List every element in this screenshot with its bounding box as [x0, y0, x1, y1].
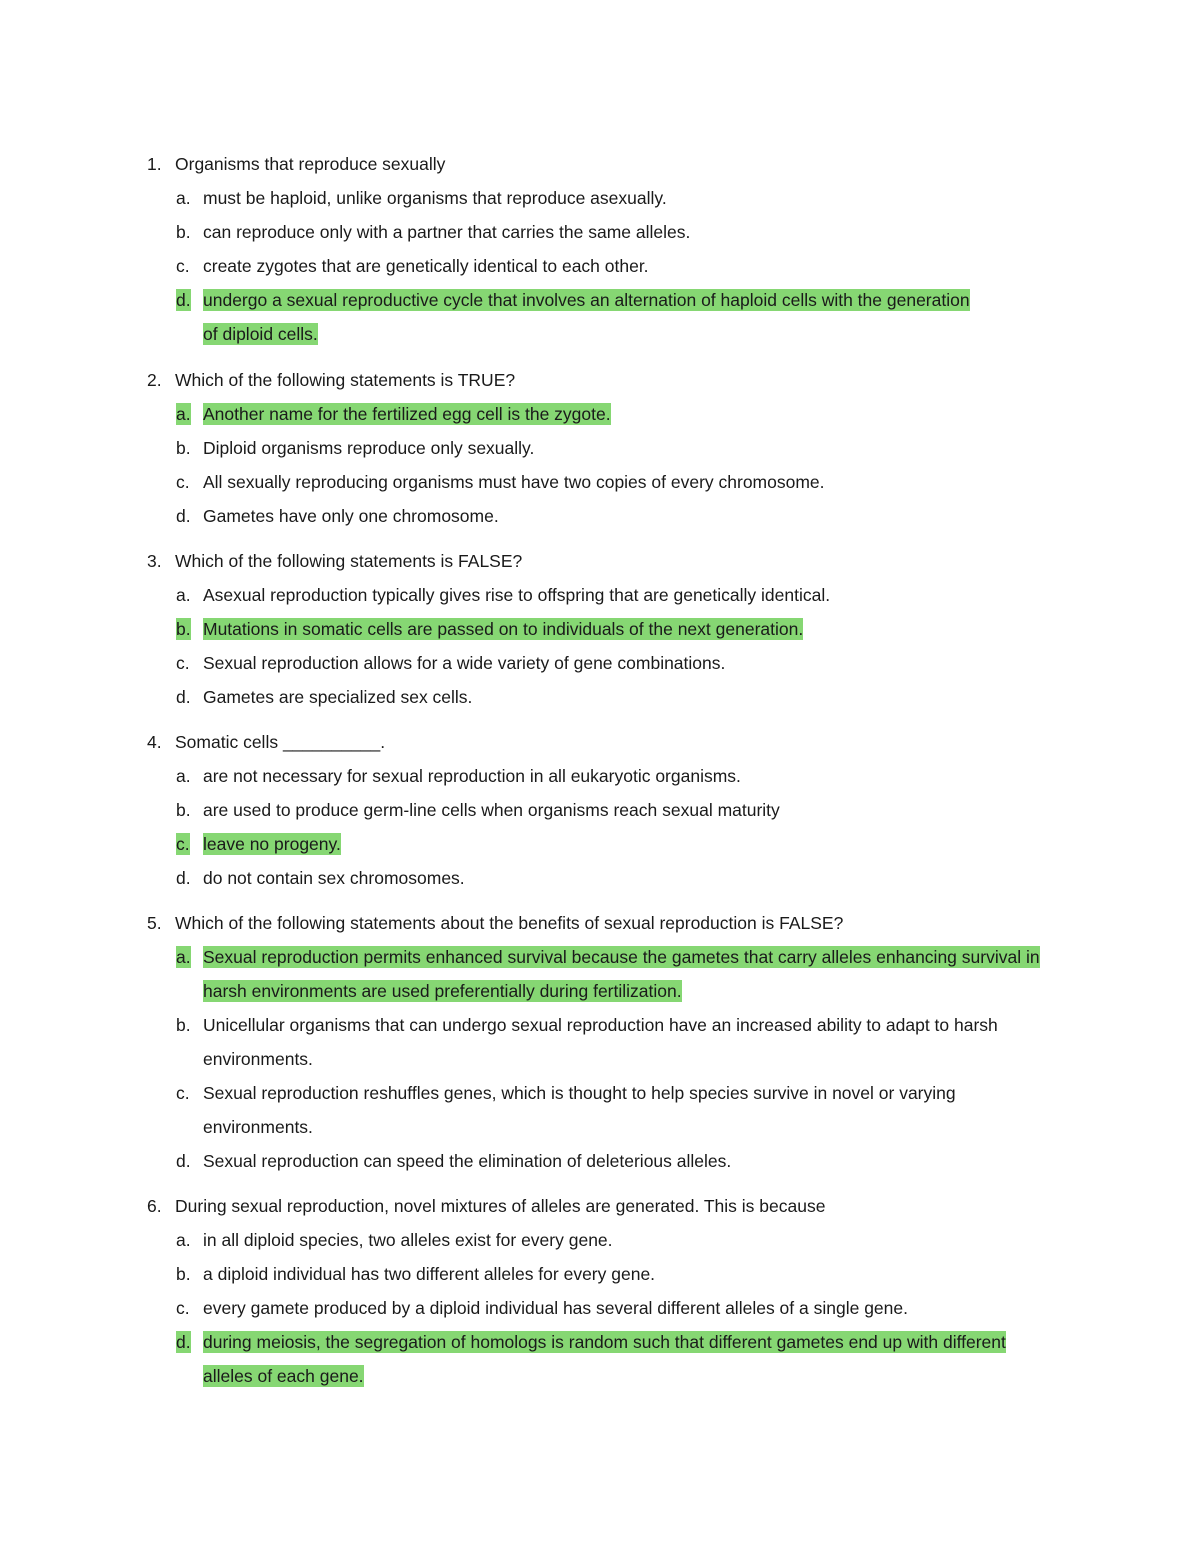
question-number: 2.: [147, 370, 162, 390]
option-letter: d.: [176, 290, 191, 310]
option-letter: a.: [176, 188, 191, 208]
option-letter: b.: [176, 222, 191, 242]
question-2: [147, 363, 1107, 533]
option-text: leave no progeny.: [203, 834, 341, 854]
option-a: [147, 759, 1107, 793]
option-a-highlighted: [147, 940, 1057, 1008]
option-letter: d.: [176, 687, 191, 707]
option-text: Sexual reproduction permits enhanced survival because the gametes that carry alleles enhancing survival in harsh environments are used preferentially during fertilization.: [203, 947, 1040, 1001]
question-number: 4.: [147, 732, 162, 752]
question-text: Organisms that reproduce sexually: [175, 154, 446, 174]
option-text: must be haploid, unlike organisms that reproduce asexually.: [203, 188, 667, 208]
option-text: every gamete produced by a diploid individual has several different alleles of a single gene.: [203, 1298, 908, 1318]
option-d-highlighted: [147, 283, 987, 351]
option-letter: d.: [176, 1332, 191, 1352]
question-3: [147, 544, 1107, 714]
option-text: Mutations in somatic cells are passed on to individuals of the next generation.: [203, 619, 804, 639]
option-text: do not contain sex chromosomes.: [203, 868, 465, 888]
option-letter: b.: [176, 619, 191, 639]
option-b-highlighted: [147, 612, 1107, 646]
option-letter: c.: [176, 834, 190, 854]
question-number: 5.: [147, 913, 162, 933]
option-b: [147, 215, 987, 249]
option-text: are used to produce germ-line cells when organisms reach sexual maturity: [203, 800, 780, 820]
option-c: [147, 465, 1107, 499]
option-letter: d.: [176, 506, 191, 526]
option-text: in all diploid species, two alleles exist for every gene.: [203, 1230, 613, 1250]
option-a: [147, 181, 987, 215]
option-letter: b.: [176, 1264, 191, 1284]
option-letter: c.: [176, 256, 190, 276]
question-1: [147, 147, 987, 351]
option-d: [147, 861, 1107, 895]
option-letter: c.: [176, 1083, 190, 1103]
option-text: Sexual reproduction reshuffles genes, which is thought to help species survive in novel or varying environments.: [203, 1083, 956, 1137]
option-text: Diploid organisms reproduce only sexually.: [203, 438, 535, 458]
question-4: [147, 725, 1107, 895]
option-letter: c.: [176, 472, 190, 492]
option-text: Asexual reproduction typically gives rise to offspring that are genetically identical.: [203, 585, 831, 605]
option-letter: a.: [176, 404, 191, 424]
option-text: create zygotes that are genetically identical to each other.: [203, 256, 649, 276]
option-a: [147, 578, 1107, 612]
option-d: [147, 499, 1107, 533]
option-c: [147, 646, 1107, 680]
question-text: Which of the following statements is TRUE?: [175, 370, 516, 390]
option-d: [147, 680, 1107, 714]
option-text: All sexually reproducing organisms must have two copies of every chromosome.: [203, 472, 825, 492]
option-text: can reproduce only with a partner that carries the same alleles.: [203, 222, 691, 242]
option-c: [147, 1076, 1057, 1144]
question-text: Somatic cells __________.: [175, 732, 386, 752]
option-letter: a.: [176, 766, 191, 786]
question-stem: [147, 1189, 1047, 1223]
option-c-highlighted: [147, 827, 1107, 861]
option-letter: b.: [176, 800, 191, 820]
option-c: [147, 249, 987, 283]
option-b: [147, 431, 1107, 465]
option-b: [147, 793, 1107, 827]
question-number: 3.: [147, 551, 162, 571]
option-a: [147, 1223, 1047, 1257]
option-letter: c.: [176, 1298, 190, 1318]
question-text: During sexual reproduction, novel mixtures of alleles are generated. This is because: [175, 1196, 826, 1216]
option-text: Another name for the fertilized egg cell is the zygote.: [203, 404, 611, 424]
option-letter: b.: [176, 438, 191, 458]
option-c: [147, 1291, 1047, 1325]
option-b: [147, 1008, 1057, 1076]
option-text: Unicellular organisms that can undergo sexual reproduction have an increased ability to adapt to harsh environments.: [203, 1015, 998, 1069]
question-stem: [147, 906, 1057, 940]
option-text: Gametes have only one chromosome.: [203, 506, 499, 526]
option-text: a diploid individual has two different alleles for every gene.: [203, 1264, 656, 1284]
option-letter: b.: [176, 1015, 191, 1035]
question-number: 6.: [147, 1196, 162, 1216]
question-text: Which of the following statements about the benefits of sexual reproduction is FALSE?: [175, 913, 844, 933]
option-text: Gametes are specialized sex cells.: [203, 687, 473, 707]
question-stem: [147, 147, 987, 181]
option-b: [147, 1257, 1047, 1291]
question-stem: [147, 363, 1107, 397]
option-d: [147, 1144, 1057, 1178]
question-5: [147, 906, 1057, 1178]
question-stem: [147, 725, 1107, 759]
question-number: 1.: [147, 154, 162, 174]
option-letter: d.: [176, 1151, 191, 1171]
option-text: are not necessary for sexual reproduction in all eukaryotic organisms.: [203, 766, 741, 786]
option-a-highlighted: [147, 397, 1107, 431]
question-text: Which of the following statements is FALSE?: [175, 551, 523, 571]
option-letter: c.: [176, 653, 190, 673]
option-letter: d.: [176, 868, 191, 888]
option-text: Sexual reproduction can speed the elimination of deleterious alleles.: [203, 1151, 732, 1171]
option-text: during meiosis, the segregation of homologs is random such that different gametes end up with different alleles of each gene.: [203, 1332, 1006, 1386]
option-text: undergo a sexual reproductive cycle that involves an alternation of haploid cells with the generation of diploid cells.: [203, 290, 970, 344]
option-text: Sexual reproduction allows for a wide variety of gene combinations.: [203, 653, 726, 673]
option-d-highlighted: [147, 1325, 1047, 1393]
question-6: [147, 1189, 1047, 1393]
question-stem: [147, 544, 1107, 578]
option-letter: a.: [176, 585, 191, 605]
option-letter: a.: [176, 1230, 191, 1250]
option-letter: a.: [176, 947, 191, 967]
